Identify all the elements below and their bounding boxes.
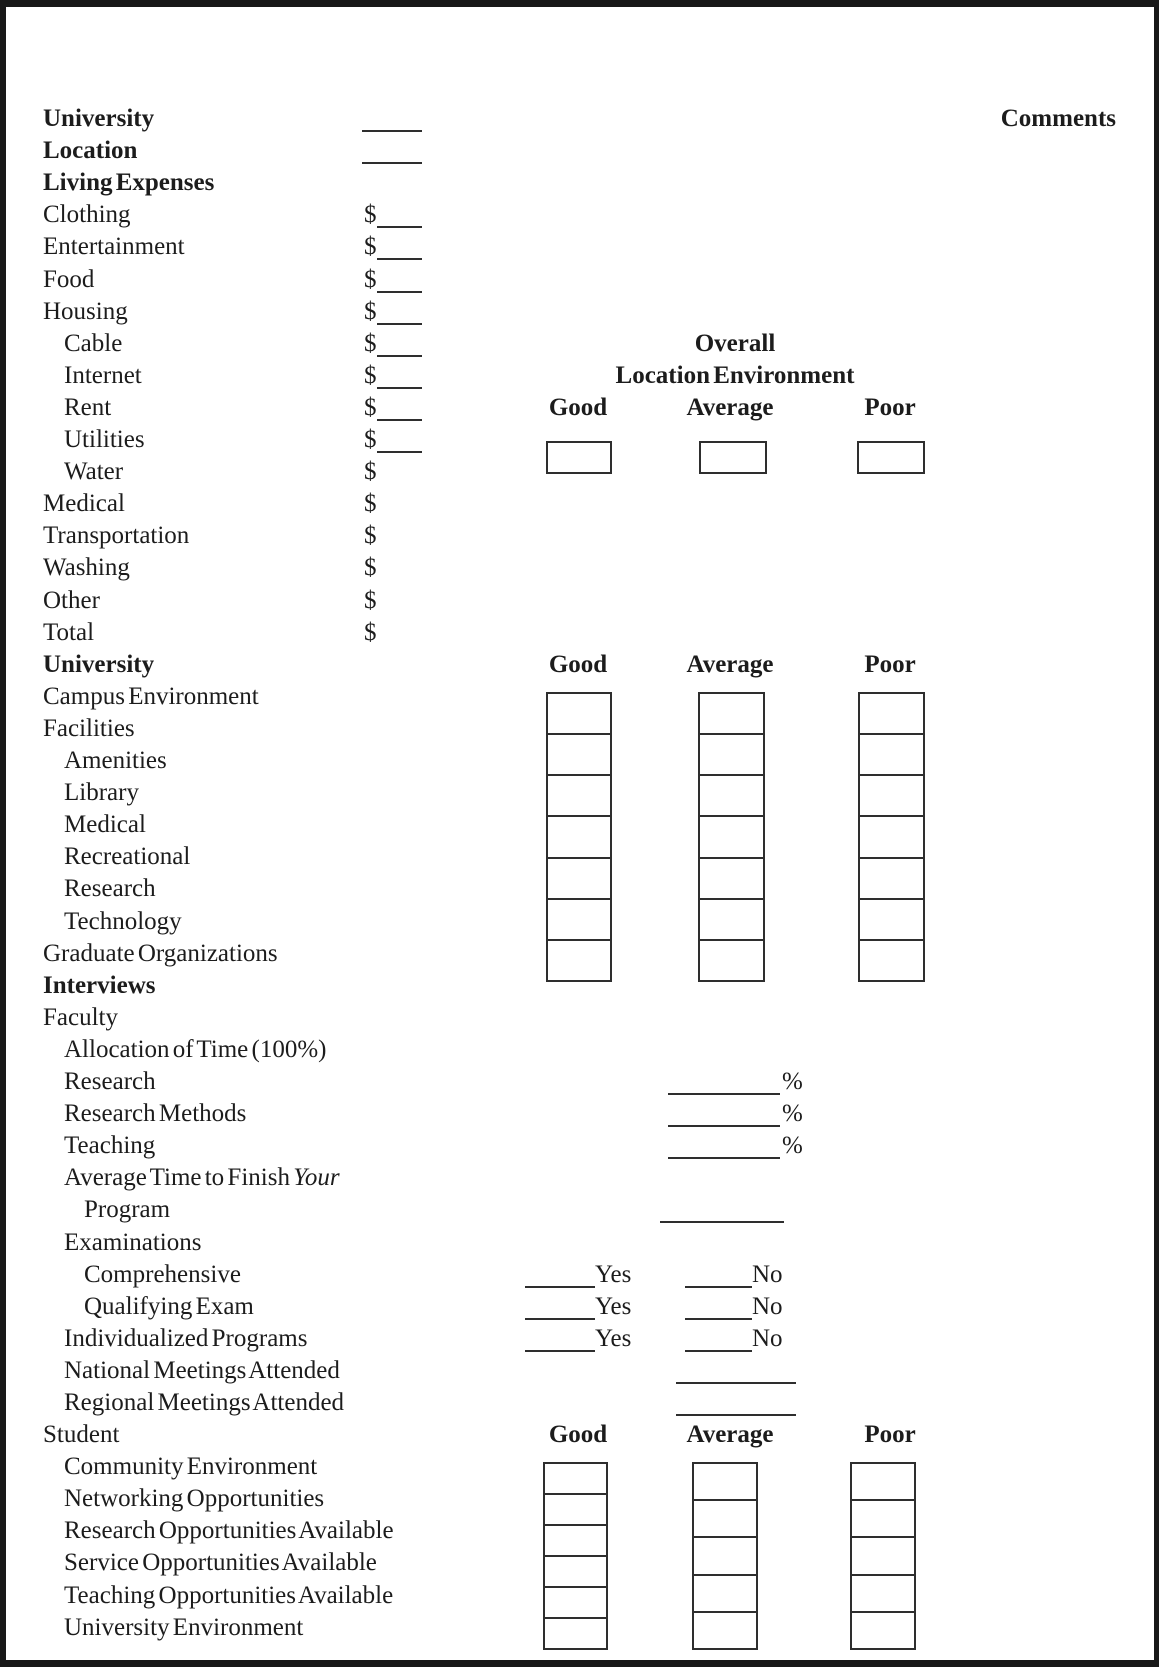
student-good-column xyxy=(543,1462,608,1650)
label-graduate-organizations: Graduate Organizations xyxy=(43,940,278,967)
dollar-sign: $ xyxy=(364,554,377,581)
university-poor-header: Poor xyxy=(864,651,916,678)
overall-average-header: Average xyxy=(686,394,774,421)
rating-checkbox-good[interactable] xyxy=(545,1617,606,1648)
rating-checkbox-poor[interactable] xyxy=(852,1574,914,1611)
label-individualized-programs: Individualized Programs xyxy=(64,1325,308,1352)
rating-checkbox-poor[interactable] xyxy=(852,1464,914,1499)
label-housing: Housing xyxy=(43,298,128,325)
rating-checkbox-good[interactable] xyxy=(545,1524,606,1555)
rating-checkbox-average[interactable] xyxy=(700,733,763,774)
row-housing xyxy=(0,295,1159,328)
label-other: Other xyxy=(43,587,100,614)
cable-amount-field[interactable] xyxy=(377,355,422,357)
label-washing: Washing xyxy=(43,554,130,581)
student-average-column xyxy=(692,1462,758,1650)
row-comprehensive xyxy=(0,1258,1159,1291)
row-interviews xyxy=(0,969,1159,1002)
row-living-expenses xyxy=(0,166,1159,199)
individualized-no-field[interactable] xyxy=(685,1350,752,1352)
label-community-environment: Community Environment xyxy=(64,1453,318,1480)
row-student-section xyxy=(0,1418,1159,1451)
location-field[interactable] xyxy=(362,162,422,164)
row-average-time xyxy=(0,1161,1159,1194)
label-facilities: Facilities xyxy=(43,715,135,742)
percent-sign: % xyxy=(782,1068,803,1095)
row-allocation-of-time xyxy=(0,1033,1159,1066)
dollar-sign: $ xyxy=(364,201,377,228)
label-medical-expense: Medical xyxy=(43,490,125,517)
rating-checkbox-average[interactable] xyxy=(700,694,763,733)
student-poor-header: Poor xyxy=(864,1421,916,1448)
no-label: No xyxy=(752,1293,783,1320)
university-name-field[interactable] xyxy=(362,130,422,132)
label-university: University xyxy=(43,105,155,132)
row-faculty xyxy=(0,1001,1159,1034)
rating-checkbox-poor[interactable] xyxy=(860,815,923,856)
dollar-sign: $ xyxy=(364,490,377,517)
label-teaching-opportunities: Teaching Opportunities Available xyxy=(64,1582,394,1609)
label-water: Water xyxy=(64,458,124,485)
row-total xyxy=(0,616,1159,649)
label-student-section: Student xyxy=(43,1421,120,1448)
regional-meetings-field[interactable] xyxy=(676,1414,796,1416)
row-washing xyxy=(0,551,1159,584)
label-amenities: Amenities xyxy=(64,747,167,774)
label-library: Library xyxy=(64,779,139,806)
row-regional-meetings xyxy=(0,1386,1159,1419)
row-university-name xyxy=(0,102,1159,135)
no-label: No xyxy=(752,1261,783,1288)
row-entertainment xyxy=(0,230,1159,263)
label-cable: Cable xyxy=(64,330,123,357)
label-transportation: Transportation xyxy=(43,522,190,549)
rating-checkbox-good[interactable] xyxy=(548,815,610,856)
label-networking-opportunities: Networking Opportunities xyxy=(64,1485,325,1512)
rating-checkbox-good[interactable] xyxy=(545,1555,606,1586)
research-percent-field[interactable] xyxy=(668,1093,780,1095)
rating-checkbox-poor[interactable] xyxy=(860,733,923,774)
comprehensive-yes-field[interactable] xyxy=(525,1286,595,1288)
overall-title: Overall xyxy=(694,330,776,357)
no-label: No xyxy=(752,1325,783,1352)
overall-poor-header: Poor xyxy=(864,394,916,421)
dollar-sign: $ xyxy=(364,394,377,421)
rating-checkbox-poor[interactable] xyxy=(852,1499,914,1536)
row-food xyxy=(0,263,1159,296)
row-other xyxy=(0,584,1159,617)
row-water xyxy=(0,455,1159,488)
clothing-amount-field[interactable] xyxy=(377,226,422,228)
rating-checkbox-good[interactable] xyxy=(548,857,610,898)
row-program xyxy=(0,1193,1159,1226)
label-research-opportunities: Research Opportunities Available xyxy=(64,1517,394,1544)
overall-subtitle: Location Environment xyxy=(615,362,855,389)
individualized-yes-field[interactable] xyxy=(525,1350,595,1352)
label-living-expenses: Living Expenses xyxy=(43,169,215,196)
label-total: Total xyxy=(43,619,95,646)
dollar-sign: $ xyxy=(364,458,377,485)
entertainment-amount-field[interactable] xyxy=(377,258,422,260)
teaching-percent-field[interactable] xyxy=(668,1157,780,1159)
national-meetings-field[interactable] xyxy=(676,1382,796,1384)
university-poor-column xyxy=(858,692,925,982)
housing-amount-field[interactable] xyxy=(377,323,422,325)
university-good-column xyxy=(546,692,612,982)
row-examinations xyxy=(0,1226,1159,1259)
label-university-section: University xyxy=(43,651,155,678)
label-average-time: Average Time to Finish Your xyxy=(64,1164,340,1191)
row-location xyxy=(0,134,1159,167)
student-good-header: Good xyxy=(548,1421,608,1448)
rating-checkbox-poor[interactable] xyxy=(860,694,923,733)
label-medical-facility: Medical xyxy=(64,811,146,838)
rating-checkbox-poor[interactable] xyxy=(852,1611,914,1648)
rating-checkbox-poor[interactable] xyxy=(852,1536,914,1573)
dollar-sign: $ xyxy=(364,619,377,646)
comments-heading: Comments xyxy=(1000,105,1116,132)
utilities-amount-field[interactable] xyxy=(377,451,422,453)
rating-checkbox-average[interactable] xyxy=(700,857,763,898)
university-good-header: Good xyxy=(548,651,608,678)
label-research-facility: Research xyxy=(64,875,156,902)
label-qualifying-exam: Qualifying Exam xyxy=(84,1293,254,1320)
percent-sign: % xyxy=(782,1100,803,1127)
rent-amount-field[interactable] xyxy=(377,419,422,421)
label-rent: Rent xyxy=(64,394,112,421)
overall-good-header: Good xyxy=(548,394,608,421)
row-cable xyxy=(0,327,1159,360)
rating-checkbox-good[interactable] xyxy=(545,1493,606,1524)
label-location: Location xyxy=(43,137,138,164)
comprehensive-no-field[interactable] xyxy=(685,1286,752,1288)
rating-checkbox-poor[interactable] xyxy=(860,774,923,815)
row-internet xyxy=(0,359,1159,392)
program-time-field[interactable] xyxy=(660,1221,784,1223)
label-internet: Internet xyxy=(64,362,142,389)
research-methods-percent-field[interactable] xyxy=(668,1125,780,1127)
dollar-sign: $ xyxy=(364,362,377,389)
label-faculty: Faculty xyxy=(43,1004,118,1031)
label-teaching-percent: Teaching xyxy=(64,1132,156,1159)
student-average-header: Average xyxy=(686,1421,774,1448)
qualifying-no-field[interactable] xyxy=(685,1318,752,1320)
row-research-percent xyxy=(0,1065,1159,1098)
yes-label: Yes xyxy=(595,1293,632,1320)
rating-checkbox-average[interactable] xyxy=(694,1499,756,1536)
student-poor-column xyxy=(850,1462,916,1650)
row-qualifying-exam xyxy=(0,1290,1159,1323)
row-transportation xyxy=(0,519,1159,552)
rating-checkbox-average[interactable] xyxy=(694,1536,756,1573)
rating-checkbox-good[interactable] xyxy=(545,1464,606,1493)
rating-checkbox-good[interactable] xyxy=(548,694,610,733)
label-utilities: Utilities xyxy=(64,426,145,453)
rating-checkbox-average[interactable] xyxy=(694,1611,756,1648)
row-medical-expense xyxy=(0,487,1159,520)
rating-checkbox-good[interactable] xyxy=(545,1586,606,1617)
row-rent xyxy=(0,391,1159,424)
label-service-opportunities: Service Opportunities Available xyxy=(64,1549,377,1576)
dollar-sign: $ xyxy=(364,233,377,260)
label-research-percent: Research xyxy=(64,1068,156,1095)
label-clothing: Clothing xyxy=(43,201,131,228)
rating-checkbox-good[interactable] xyxy=(548,774,610,815)
label-campus-environment: Campus Environment xyxy=(43,683,259,710)
label-examinations: Examinations xyxy=(64,1229,202,1256)
label-technology: Technology xyxy=(64,908,182,935)
rating-checkbox-poor[interactable] xyxy=(860,898,923,939)
row-clothing xyxy=(0,198,1159,231)
row-individualized-programs xyxy=(0,1322,1159,1355)
yes-label: Yes xyxy=(595,1261,632,1288)
label-entertainment: Entertainment xyxy=(43,233,185,260)
dollar-sign: $ xyxy=(364,266,377,293)
row-teaching-percent xyxy=(0,1129,1159,1162)
row-national-meetings xyxy=(0,1354,1159,1387)
label-food: Food xyxy=(43,266,95,293)
row-university-section xyxy=(0,648,1159,681)
rating-checkbox-poor[interactable] xyxy=(860,857,923,898)
label-allocation-of-time: Allocation of Time (100%) xyxy=(64,1036,327,1063)
label-recreational: Recreational xyxy=(64,843,191,870)
label-program: Program xyxy=(84,1196,171,1223)
label-research-methods: Research Methods xyxy=(64,1100,247,1127)
qualifying-yes-field[interactable] xyxy=(525,1318,595,1320)
label-comprehensive: Comprehensive xyxy=(84,1261,241,1288)
rating-checkbox-average[interactable] xyxy=(694,1464,756,1499)
rating-checkbox-good[interactable] xyxy=(548,733,610,774)
rating-checkbox-average[interactable] xyxy=(694,1574,756,1611)
yes-label: Yes xyxy=(595,1325,632,1352)
dollar-sign: $ xyxy=(364,587,377,614)
percent-sign: % xyxy=(782,1132,803,1159)
label-university-environment: University Environment xyxy=(64,1614,304,1641)
internet-amount-field[interactable] xyxy=(377,387,422,389)
university-average-column xyxy=(698,692,765,982)
label-interviews: Interviews xyxy=(43,972,156,999)
university-average-header: Average xyxy=(686,651,774,678)
rating-checkbox-good[interactable] xyxy=(548,898,610,939)
row-research-methods-percent xyxy=(0,1097,1159,1130)
label-your-italic: Your xyxy=(293,1164,340,1191)
rating-checkbox-average[interactable] xyxy=(700,774,763,815)
dollar-sign: $ xyxy=(364,330,377,357)
label-regional-meetings: Regional Meetings Attended xyxy=(64,1389,345,1416)
food-amount-field[interactable] xyxy=(377,291,422,293)
dollar-sign: $ xyxy=(364,298,377,325)
dollar-sign: $ xyxy=(364,426,377,453)
label-national-meetings: National Meetings Attended xyxy=(64,1357,340,1384)
rating-checkbox-average[interactable] xyxy=(700,898,763,939)
dollar-sign: $ xyxy=(364,522,377,549)
rating-checkbox-average[interactable] xyxy=(700,815,763,856)
